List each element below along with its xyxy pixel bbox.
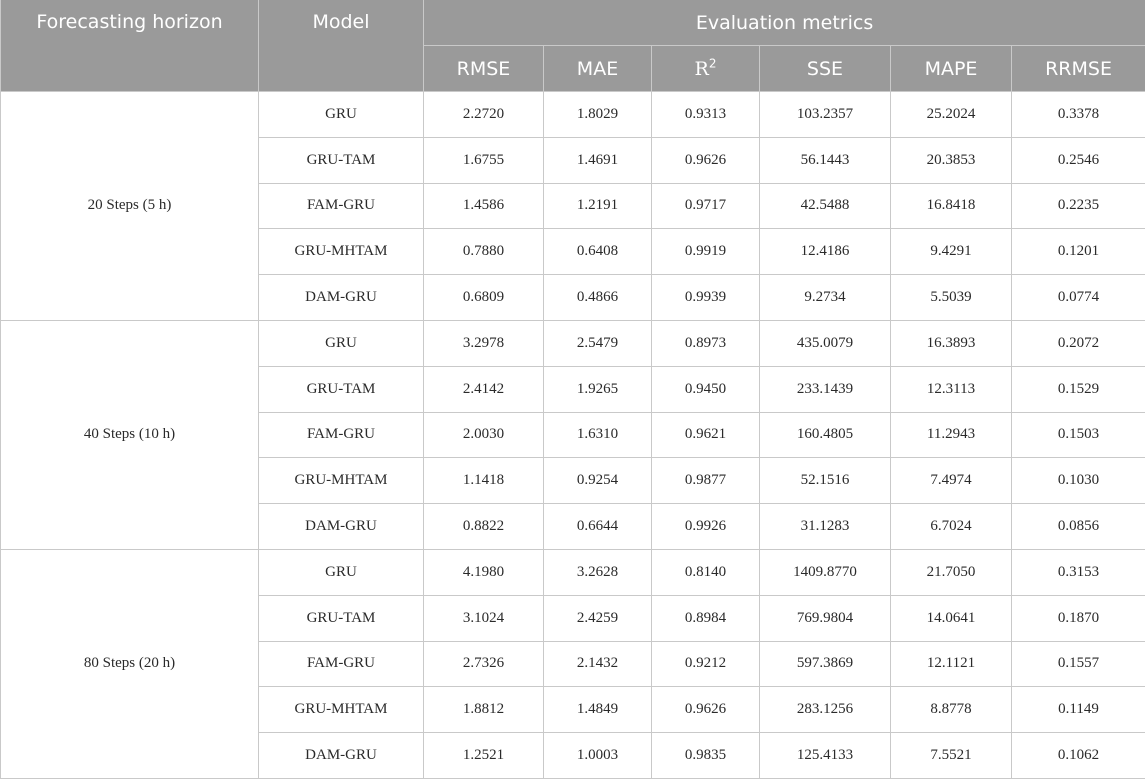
rrmse-cell: 0.3378 (1012, 92, 1145, 138)
sse-cell: 160.4805 (760, 412, 891, 458)
r2-cell: 0.9626 (652, 137, 760, 183)
rmse-cell: 2.7326 (424, 641, 544, 687)
sse-cell: 103.2357 (760, 92, 891, 138)
mae-cell: 0.6408 (544, 229, 652, 275)
header-rmse: RMSE (424, 46, 544, 92)
mae-cell: 1.0003 (544, 733, 652, 779)
mape-cell: 7.4974 (891, 458, 1012, 504)
rmse-cell: 2.0030 (424, 412, 544, 458)
sse-cell: 125.4133 (760, 733, 891, 779)
r2-cell: 0.9926 (652, 504, 760, 550)
header-r2-superscript: 2 (709, 56, 717, 70)
model-cell: GRU-TAM (259, 366, 424, 412)
r2-cell: 0.9939 (652, 275, 760, 321)
mape-cell: 11.2943 (891, 412, 1012, 458)
rrmse-cell: 0.1529 (1012, 366, 1145, 412)
rmse-cell: 2.4142 (424, 366, 544, 412)
table-row (1, 549, 1145, 595)
mape-cell: 12.3113 (891, 366, 1012, 412)
mape-cell: 9.4291 (891, 229, 1012, 275)
mae-cell: 2.1432 (544, 641, 652, 687)
rmse-cell: 0.6809 (424, 275, 544, 321)
rrmse-cell: 0.1030 (1012, 458, 1145, 504)
rrmse-cell: 0.3153 (1012, 549, 1145, 595)
rrmse-cell: 0.2235 (1012, 183, 1145, 229)
rmse-cell: 3.1024 (424, 595, 544, 641)
sse-cell: 435.0079 (760, 320, 891, 366)
sse-cell: 52.1516 (760, 458, 891, 504)
mape-cell: 20.3853 (891, 137, 1012, 183)
mape-cell: 7.5521 (891, 733, 1012, 779)
sse-cell: 9.2734 (760, 275, 891, 321)
rrmse-cell: 0.1062 (1012, 733, 1145, 779)
horizon-cell: 20 Steps (5 h) (1, 92, 259, 321)
mae-cell: 1.4849 (544, 687, 652, 733)
model-cell: FAM-GRU (259, 183, 424, 229)
r2-cell: 0.9877 (652, 458, 760, 504)
mape-cell: 12.1121 (891, 641, 1012, 687)
rmse-cell: 2.2720 (424, 92, 544, 138)
rrmse-cell: 0.2072 (1012, 320, 1145, 366)
rrmse-cell: 0.0774 (1012, 275, 1145, 321)
header-evaluation-metrics: Evaluation metrics (424, 0, 1145, 46)
rrmse-cell: 0.1557 (1012, 641, 1145, 687)
model-cell: GRU (259, 92, 424, 138)
model-cell: GRU-MHTAM (259, 458, 424, 504)
r2-cell: 0.8140 (652, 549, 760, 595)
mape-cell: 6.7024 (891, 504, 1012, 550)
rmse-cell: 0.7880 (424, 229, 544, 275)
model-cell: DAM-GRU (259, 504, 424, 550)
r2-cell: 0.9621 (652, 412, 760, 458)
rmse-cell: 3.2978 (424, 320, 544, 366)
rmse-cell: 1.8812 (424, 687, 544, 733)
header-mae: MAE (544, 46, 652, 92)
r2-cell: 0.8973 (652, 320, 760, 366)
sse-cell: 233.1439 (760, 366, 891, 412)
header-r2 (652, 46, 760, 92)
mae-cell: 1.4691 (544, 137, 652, 183)
mae-cell: 2.4259 (544, 595, 652, 641)
rrmse-cell: 0.1870 (1012, 595, 1145, 641)
model-cell: DAM-GRU (259, 275, 424, 321)
model-cell: FAM-GRU (259, 641, 424, 687)
r2-cell: 0.9450 (652, 366, 760, 412)
table-row (1, 92, 1145, 138)
model-cell: GRU-TAM (259, 595, 424, 641)
mape-cell: 21.7050 (891, 549, 1012, 595)
mae-cell: 2.5479 (544, 320, 652, 366)
r2-cell: 0.9313 (652, 92, 760, 138)
mape-cell: 14.0641 (891, 595, 1012, 641)
rrmse-cell: 0.1201 (1012, 229, 1145, 275)
r2-cell: 0.9626 (652, 687, 760, 733)
rmse-cell: 1.6755 (424, 137, 544, 183)
r2-cell: 0.9717 (652, 183, 760, 229)
sse-cell: 769.9804 (760, 595, 891, 641)
mape-cell: 8.8778 (891, 687, 1012, 733)
rrmse-cell: 0.0856 (1012, 504, 1145, 550)
rmse-cell: 1.4586 (424, 183, 544, 229)
rmse-cell: 0.8822 (424, 504, 544, 550)
header-sse: SSE (760, 46, 891, 92)
model-cell: GRU-MHTAM (259, 687, 424, 733)
mae-cell: 1.9265 (544, 366, 652, 412)
r2-cell: 0.9919 (652, 229, 760, 275)
model-cell: DAM-GRU (259, 733, 424, 779)
header-r2-label: R (695, 58, 709, 80)
header-mape: MAPE (891, 46, 1012, 92)
table-row (1, 320, 1145, 366)
header-model: Model (259, 0, 424, 92)
rrmse-cell: 0.2546 (1012, 137, 1145, 183)
model-cell: GRU-MHTAM (259, 229, 424, 275)
mape-cell: 25.2024 (891, 92, 1012, 138)
mae-cell: 0.6644 (544, 504, 652, 550)
r2-cell: 0.9212 (652, 641, 760, 687)
mae-cell: 0.9254 (544, 458, 652, 504)
model-cell: GRU (259, 549, 424, 595)
table-body (1, 92, 1145, 779)
mae-cell: 0.4866 (544, 275, 652, 321)
mae-cell: 1.2191 (544, 183, 652, 229)
mape-cell: 16.3893 (891, 320, 1012, 366)
sse-cell: 56.1443 (760, 137, 891, 183)
rmse-cell: 1.1418 (424, 458, 544, 504)
rrmse-cell: 0.1503 (1012, 412, 1145, 458)
sse-cell: 12.4186 (760, 229, 891, 275)
r2-cell: 0.8984 (652, 595, 760, 641)
mae-cell: 1.8029 (544, 92, 652, 138)
mae-cell: 3.2628 (544, 549, 652, 595)
sse-cell: 1409.8770 (760, 549, 891, 595)
mape-cell: 5.5039 (891, 275, 1012, 321)
horizon-cell: 40 Steps (10 h) (1, 320, 259, 549)
rrmse-cell: 0.1149 (1012, 687, 1145, 733)
mae-cell: 1.6310 (544, 412, 652, 458)
sse-cell: 42.5488 (760, 183, 891, 229)
mape-cell: 16.8418 (891, 183, 1012, 229)
model-cell: FAM-GRU (259, 412, 424, 458)
horizon-cell: 80 Steps (20 h) (1, 549, 259, 778)
model-cell: GRU-TAM (259, 137, 424, 183)
sse-cell: 31.1283 (760, 504, 891, 550)
model-cell: GRU (259, 320, 424, 366)
table-header (1, 0, 1145, 92)
rmse-cell: 1.2521 (424, 733, 544, 779)
header-forecasting-horizon: Forecasting horizon (1, 0, 259, 92)
sse-cell: 283.1256 (760, 687, 891, 733)
r2-cell: 0.9835 (652, 733, 760, 779)
rmse-cell: 4.1980 (424, 549, 544, 595)
header-rrmse: RRMSE (1012, 46, 1145, 92)
sse-cell: 597.3869 (760, 641, 891, 687)
